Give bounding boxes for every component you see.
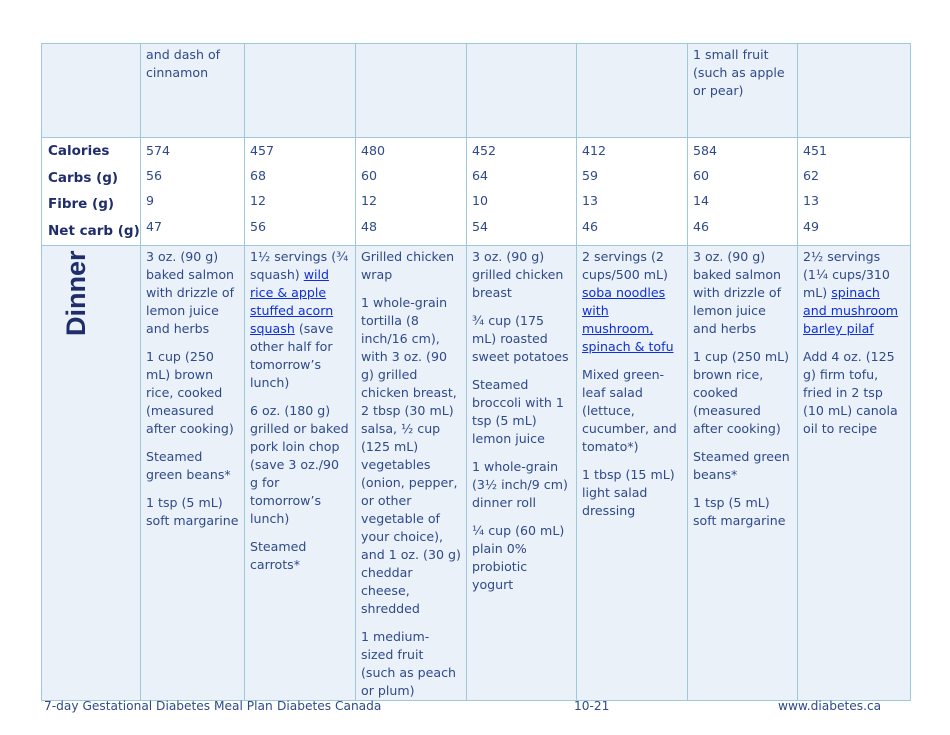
day4-dinner-item: 1 whole-grain (3½ inch/9 cm) dinner roll xyxy=(472,459,568,510)
fibre-label: Fibre (g) xyxy=(48,196,115,212)
day7-dinner-item xyxy=(803,248,905,338)
day2-net-carb: 56 xyxy=(250,218,267,234)
snack-row-continued xyxy=(42,44,911,138)
day6-dinner-item: 1 cup (250 mL) brown rice, cooked (measured after cooking) xyxy=(693,349,790,436)
day6-fibre: 14 xyxy=(693,193,710,209)
day4-nutrition xyxy=(467,138,577,246)
dinner-label-cell xyxy=(42,246,141,701)
row-label-empty xyxy=(42,44,141,138)
day7-net-carb: 49 xyxy=(803,218,820,234)
day1-net-carb: 47 xyxy=(146,218,163,234)
meal-plan-table xyxy=(41,43,911,701)
soba-noodles-recipe-link[interactable]: soba noodles with mushroom, spinach & tofu xyxy=(582,285,674,354)
dinner-label: Dinner xyxy=(61,250,91,336)
day2-dinner-item: 6 oz. (180 g) grilled or baked pork loin chop (save 3 oz./90 g for tomorrow’s lunch) xyxy=(250,403,349,526)
day7-carbs: 62 xyxy=(803,168,820,184)
day7-snack-cell xyxy=(798,44,911,138)
day4-dinner-item: 3 oz. (90 g) grilled chicken breast xyxy=(472,249,564,300)
day7-nutrition xyxy=(798,138,911,246)
barley-pilaf-recipe-link[interactable]: spinach and mushroom barley pilaf xyxy=(803,285,899,336)
day6-carbs: 60 xyxy=(693,168,710,184)
day2-calories: 457 xyxy=(250,143,275,158)
day6-snack-cell xyxy=(688,44,798,138)
day1-dinner-item: 1 tsp (5 mL) soft margarine xyxy=(146,495,239,528)
day3-dinner-item: 1 whole-grain tortilla (8 inch/16 cm), with 3 oz. (90 g) grilled chicken breast, 2 tbsp (30 mL) salsa, ½ cup (125 mL) vegetables (onion, pepper, or other vegetable of your choice), and 1 oz. (30 g) cheddar cheese, shredded xyxy=(361,295,461,616)
day5-net-carb: 46 xyxy=(582,218,599,234)
day6-dinner-item: Steamed green beans* xyxy=(693,449,790,482)
dinner-row xyxy=(42,246,911,701)
day5-item-text: 2 servings (2 cups/500 mL) xyxy=(582,249,668,282)
day2-dinner xyxy=(245,246,356,701)
day2-carbs: 68 xyxy=(250,168,267,184)
day5-calories: 412 xyxy=(582,143,607,158)
day2-item-text: (save other half for tomorrow’s lunch) xyxy=(250,321,334,390)
day4-dinner-item: Steamed broccoli with 1 tsp (5 mL) lemon juice xyxy=(472,377,564,446)
day5-dinner-item: 1 tbsp (15 mL) light salad dressing xyxy=(582,467,675,518)
day3-calories: 480 xyxy=(361,143,386,158)
day2-dinner-item xyxy=(250,248,350,392)
day6-nutrition xyxy=(688,138,798,246)
day1-carbs: 56 xyxy=(146,168,163,184)
day2-dinner-item: Steamed carrots* xyxy=(250,539,307,572)
day1-dinner-item: 3 oz. (90 g) baked salmon with drizzle of lemon juice and herbs xyxy=(146,249,235,336)
day6-dinner xyxy=(688,246,798,701)
day6-dinner-item: 1 tsp (5 mL) soft margarine xyxy=(693,495,786,528)
day3-nutrition xyxy=(356,138,467,246)
day5-snack-cell xyxy=(577,44,688,138)
day5-nutrition xyxy=(577,138,688,246)
day4-snack-cell xyxy=(467,44,577,138)
net-carb-label: Net carb (g) xyxy=(48,222,140,239)
nutrition-row xyxy=(42,138,911,246)
day1-nutrition xyxy=(141,138,245,246)
footer-title: 7-day Gestational Diabetes Meal Plan xyxy=(44,699,273,713)
footer-website-link[interactable]: www.diabetes.ca xyxy=(778,699,882,713)
day2-fibre: 12 xyxy=(250,193,267,209)
day4-calories: 452 xyxy=(472,143,497,158)
footer-organization: Diabetes Canada xyxy=(277,699,382,713)
day4-dinner-item: ¼ cup (60 mL) plain 0% probiotic yogurt xyxy=(472,523,565,592)
day6-dinner-item: 3 oz. (90 g) baked salmon with drizzle of lemon juice and herbs xyxy=(693,249,782,336)
day2-snack-cell xyxy=(245,44,356,138)
day6-net-carb: 46 xyxy=(693,218,710,234)
calories-label: Calories xyxy=(48,143,110,159)
day5-dinner-item xyxy=(582,248,682,356)
day4-dinner-item: ¾ cup (175 mL) roasted sweet potatoes xyxy=(472,313,569,364)
day5-dinner-item: Mixed green-leaf salad (lettuce, cucumber, and tomato*) xyxy=(582,367,677,454)
day7-fibre: 13 xyxy=(803,193,820,209)
day2-nutrition xyxy=(245,138,356,246)
day4-dinner xyxy=(467,246,577,701)
day5-dinner xyxy=(577,246,688,701)
day5-fibre: 13 xyxy=(582,193,599,209)
day3-snack-cell xyxy=(356,44,467,138)
day1-fibre: 9 xyxy=(146,193,155,209)
day2-item-text: 1½ servings (¾ squash) xyxy=(250,249,349,282)
nutrition-labels xyxy=(42,138,141,246)
carbs-label: Carbs (g) xyxy=(48,169,119,186)
day7-item-text: 2½ servings (1¼ cups/310 mL) xyxy=(803,249,890,300)
day1-calories: 574 xyxy=(146,143,171,158)
day1-dinner-item: Steamed green beans* xyxy=(146,449,231,482)
day7-dinner-item: Add 4 oz. (125 g) firm tofu, fried in 2 tsp (10 mL) canola oil to recipe xyxy=(803,349,898,436)
day1-snack-text: and dash of cinnamon xyxy=(146,47,221,80)
day6-snack-text: 1 small fruit (such as apple or pear) xyxy=(693,47,785,98)
day4-fibre: 10 xyxy=(472,193,489,209)
day4-carbs: 64 xyxy=(472,168,489,184)
day3-fibre: 12 xyxy=(361,193,378,209)
acorn-squash-recipe-link[interactable]: wild rice & apple stuffed acorn squash xyxy=(250,267,334,336)
day5-carbs: 59 xyxy=(582,168,599,184)
day6-calories: 584 xyxy=(693,143,718,158)
day3-dinner xyxy=(356,246,467,701)
day3-dinner-item: 1 medium-sized fruit (such as peach or plum) xyxy=(361,629,457,698)
day3-carbs: 60 xyxy=(361,168,378,184)
day7-dinner xyxy=(798,246,911,701)
day7-calories: 451 xyxy=(803,143,828,158)
day1-snack-cell xyxy=(141,44,245,138)
day3-dinner-item: Grilled chicken wrap xyxy=(361,249,455,282)
day4-net-carb: 54 xyxy=(472,218,489,234)
day3-net-carb: 48 xyxy=(361,218,378,234)
day1-dinner-item: 1 cup (250 mL) brown rice, cooked (measured after cooking) xyxy=(146,349,234,436)
day1-dinner xyxy=(141,246,245,701)
footer-document-code: 10-21 xyxy=(574,699,610,713)
